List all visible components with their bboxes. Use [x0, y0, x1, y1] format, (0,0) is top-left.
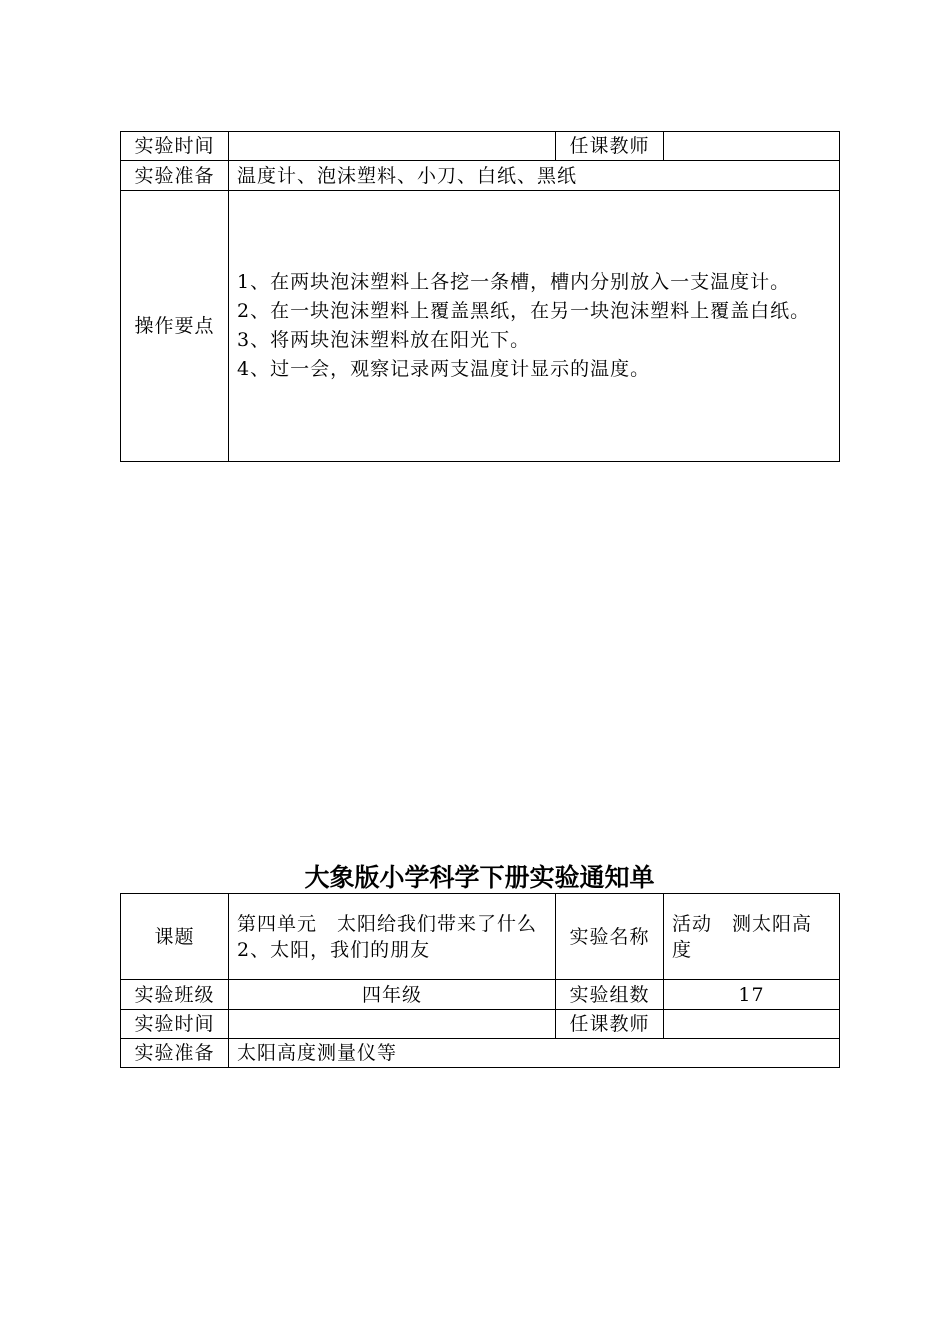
step-item: 3、将两块泡沫塑料放在阳光下。	[237, 329, 531, 351]
teacher-label: 任课教师	[556, 1010, 664, 1039]
topic-line-2: 2、太阳，我们的朋友	[237, 938, 431, 961]
groups-value: 17	[664, 980, 840, 1010]
class-label: 实验班级	[121, 980, 229, 1010]
groups-label: 实验组数	[556, 980, 664, 1010]
topic-label: 课题	[121, 894, 229, 980]
prep-label: 实验准备	[121, 161, 229, 191]
experiment-table-1	[120, 131, 840, 462]
teacher-value	[664, 132, 840, 161]
class-value: 四年级	[229, 980, 556, 1010]
teacher-value	[664, 1010, 840, 1039]
topic-value	[229, 894, 556, 980]
notice-title: 大象版小学科学下册实验通知单	[304, 863, 655, 892]
prep-label: 实验准备	[121, 1039, 229, 1068]
steps-cell	[229, 191, 840, 462]
exp-name-label: 实验名称	[556, 894, 664, 980]
steps-label: 操作要点	[121, 191, 229, 462]
time-label: 实验时间	[121, 132, 229, 161]
prep-value: 温度计、泡沫塑料、小刀、白纸、黑纸	[229, 161, 840, 191]
prep-value: 太阳高度测量仪等	[229, 1039, 840, 1068]
step-item: 2、在一块泡沫塑料上覆盖黑纸，在另一块泡沫塑料上覆盖白纸。	[237, 300, 811, 322]
time-value	[229, 1010, 556, 1039]
step-item: 1、在两块泡沫塑料上各挖一条槽，槽内分别放入一支温度计。	[237, 271, 791, 293]
topic-line-1: 第四单元 太阳给我们带来了什么	[237, 912, 538, 935]
experiment-table-2	[120, 893, 840, 1068]
time-value	[229, 132, 556, 161]
step-item: 4、过一会，观察记录两支温度计显示的温度。	[237, 358, 651, 380]
exp-name-value: 活动 测太阳高度	[664, 894, 840, 980]
time-label: 实验时间	[121, 1010, 229, 1039]
teacher-label: 任课教师	[556, 132, 664, 161]
